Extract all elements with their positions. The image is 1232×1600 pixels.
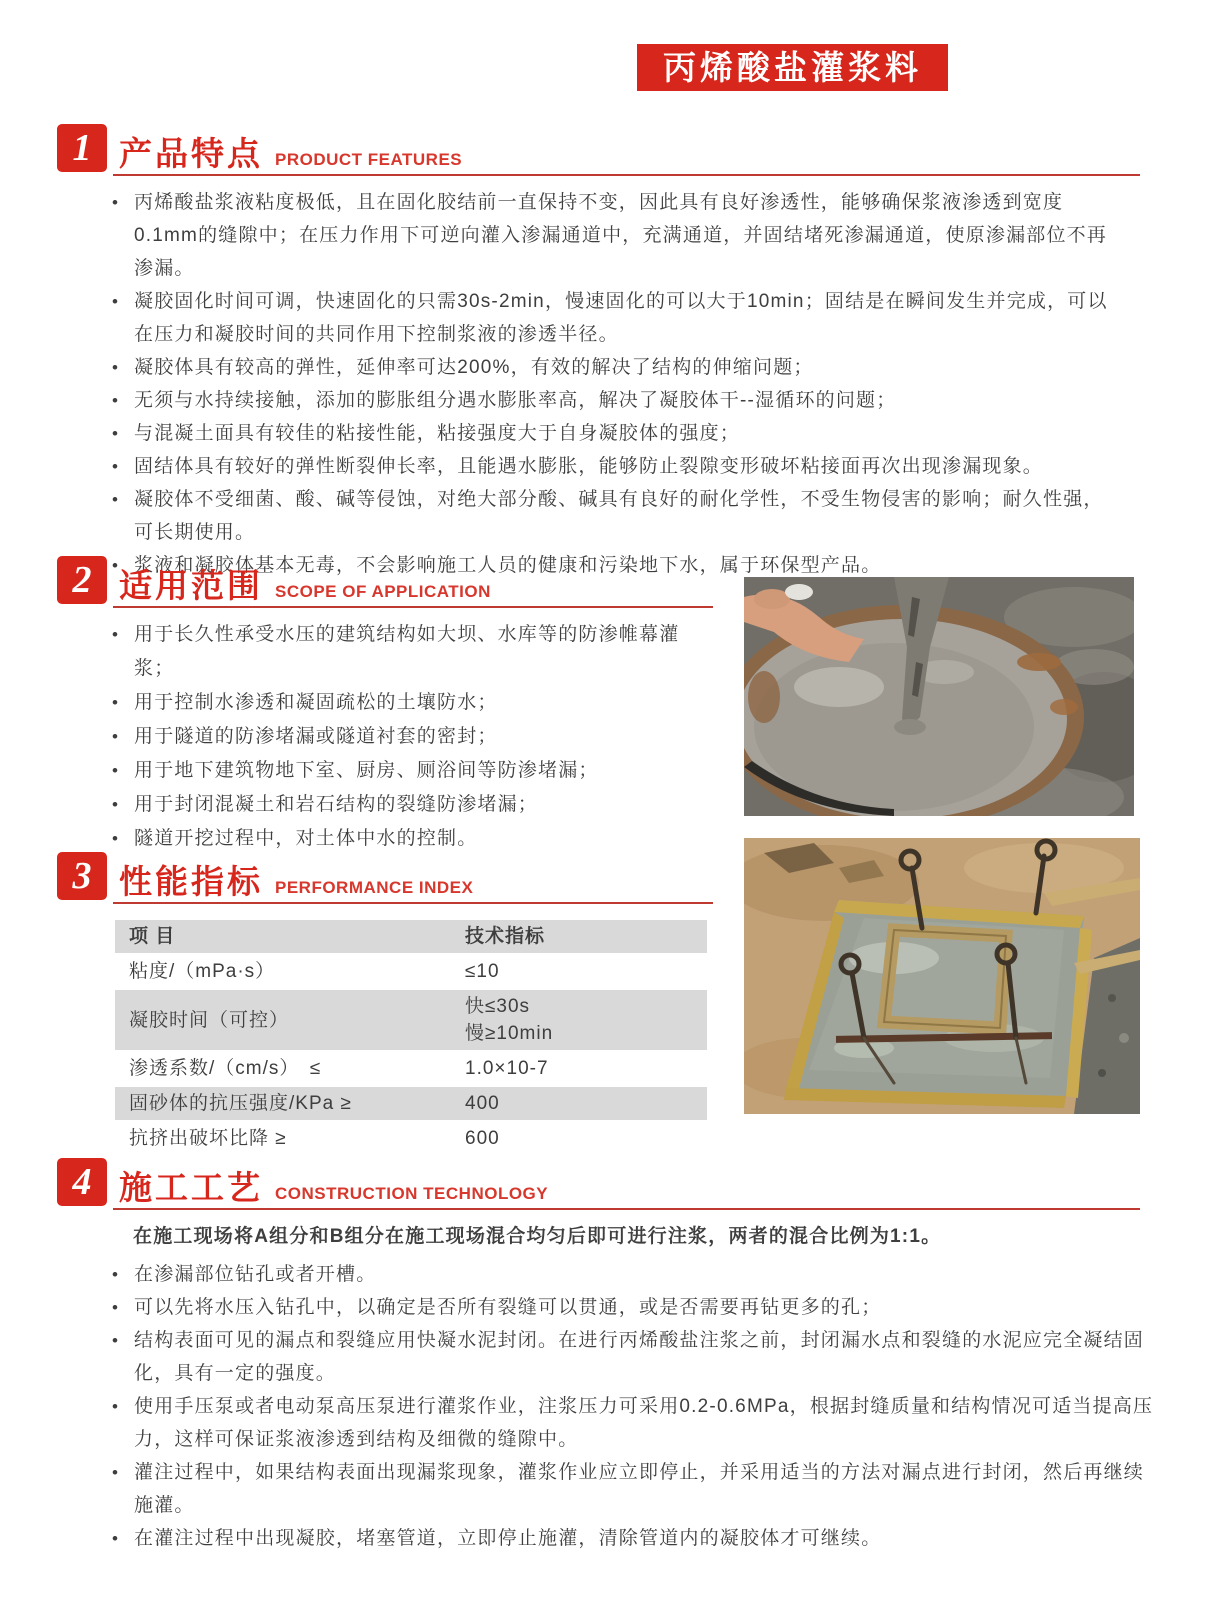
feature-bullet: • 无须与水持续接触，添加的膨胀组分遇水膨胀率高，解决了凝胶体干--湿循环的问题； <box>110 384 1122 417</box>
table-cell-item: 凝胶时间（可控） <box>115 990 455 1052</box>
scope-bullet: • 用于控制水渗透和凝固疏松的土壤防水； <box>110 686 710 720</box>
table-cell-item: 渗透系数/（cm/s） ≤ <box>115 1052 455 1087</box>
table-header-value: 技术指标 <box>455 920 707 955</box>
section-header <box>57 1156 1180 1206</box>
section-rule <box>113 902 713 904</box>
scope-bullet: • 用于地下建筑物地下室、厨房、厕浴间等防渗堵漏； <box>110 754 710 788</box>
feature-bullet: • 丙烯酸盐浆液粘度极低，且在固化胶结前一直保持不变，因此具有良好渗透性，能够确保浆液渗透到宽度0.1mm的缝隙中；在压力作用下可逆向灌入渗漏通道中，充满通道，并固结堵死渗漏通道，使原渗漏部位不再渗漏。 <box>110 186 1122 285</box>
table-cell-value: 600 <box>455 1122 707 1157</box>
table-cell-item: 抗挤出破坏比降 ≥ <box>115 1122 455 1157</box>
formwork-grouting-photo <box>744 838 1140 1114</box>
table-cell-value <box>455 990 707 1052</box>
feature-list <box>110 186 1122 582</box>
section-number-badge: 1 <box>57 124 107 172</box>
feature-bullet: • 凝胶固化时间可调，快速固化的只需30s-2min，慢速固化的可以大于10min；固结是在瞬间发生并完成，可以在压力和凝胶时间的共同作用下控制浆液的渗透半径。 <box>110 285 1122 351</box>
section-title-zh: 产品特点 <box>119 135 263 172</box>
performance-table <box>115 920 707 1157</box>
formwork-grouting-photo-art <box>744 838 1140 1114</box>
construction-step-bullet: • 可以先将水压入钻孔中，以确定是否所有裂缝可以贯通，或是否需要再钻更多的孔； <box>110 1291 1155 1324</box>
table-header-item: 项 目 <box>115 920 455 955</box>
section-title-zh: 性能指标 <box>119 863 263 900</box>
table-cell-value-line2: 慢≥10min <box>465 1023 554 1044</box>
section-rule <box>113 1208 1140 1210</box>
table-row <box>115 1087 707 1122</box>
section-number-badge: 4 <box>57 1158 107 1206</box>
scope-bullet: • 隧道开挖过程中，对土体中水的控制。 <box>110 822 710 856</box>
feature-bullet: • 凝胶体不受细菌、酸、碱等侵蚀，对绝大部分酸、碱具有良好的耐化学性，不受生物侵害的影响；耐久性强，可长期使用。 <box>110 483 1122 549</box>
construction-step-bullet: • 在渗漏部位钻孔或者开槽。 <box>110 1258 1155 1291</box>
construction-step-bullet: • 灌注过程中，如果结构表面出现漏浆现象，灌浆作业应立即停止，并采用适当的方法对漏点进行封闭，然后再继续施灌。 <box>110 1456 1155 1522</box>
scope-bullet: • 用于封闭混凝土和岩石结构的裂缝防渗堵漏； <box>110 788 710 822</box>
mixing-ratio-intro: 在施工现场将A组分和B组分在施工现场混合均匀后即可进行注浆，两者的混合比例为1:1。 <box>133 1226 942 1247</box>
construction-step-list <box>110 1258 1155 1555</box>
construction-step-bullet: • 在灌注过程中出现凝胶，堵塞管道，立即停止施灌，清除管道内的凝胶体才可继续。 <box>110 1522 1155 1555</box>
table-cell-item: 粘度/（mPa·s） <box>115 955 455 990</box>
feature-bullet: • 浆液和凝胶体基本无毒，不会影响施工人员的健康和污染地下水，属于环保型产品。 <box>110 549 1122 582</box>
scope-bullet: • 用于隧道的防渗堵漏或隧道衬套的密封； <box>110 720 710 754</box>
table-cell-value-line1: 快≤30s <box>465 996 531 1017</box>
scope-list <box>110 618 710 856</box>
feature-bullet: • 凝胶体具有较高的弹性，延伸率可达200%，有效的解决了结构的伸缩问题； <box>110 351 1122 384</box>
table-row <box>115 990 707 1052</box>
section-title-zh: 适用范围 <box>119 567 263 604</box>
section-header <box>57 122 1180 172</box>
section-rule <box>113 174 1140 176</box>
section-title-zh: 施工工艺 <box>119 1169 263 1206</box>
scope-bullet: • 用于长久性承受水压的建筑结构如大坝、水库等的防渗帷幕灌浆； <box>110 618 710 686</box>
section-title-en: PRODUCT FEATURES <box>275 150 463 169</box>
table-cell-value: ≤10 <box>455 955 707 990</box>
table-row <box>115 955 707 990</box>
product-title: 丙烯酸盐灌浆料 <box>663 49 922 86</box>
construction-step-bullet: • 结构表面可见的漏点和裂缝应用快凝水泥封闭。在进行丙烯酸盐注浆之前，封闭漏水点和裂缝的水泥应完全凝结固化，具有一定的强度。 <box>110 1324 1155 1390</box>
section-rule <box>113 606 713 608</box>
table-header-row <box>115 920 707 955</box>
table-cell-value: 400 <box>455 1087 707 1122</box>
construction-step-bullet: • 使用手压泵或者电动泵高压泵进行灌浆作业，注浆压力可采用0.2-0.6MPa，根据封缝质量和结构情况可适当提高压力，这样可保证浆液渗透到结构及细微的缝隙中。 <box>110 1390 1155 1456</box>
section-number-badge: 2 <box>57 556 107 604</box>
table-cell-value: 1.0×10-7 <box>455 1052 707 1087</box>
feature-bullet: • 与混凝土面具有较佳的粘接性能，粘接强度大于自身凝胶体的强度； <box>110 417 1122 450</box>
section-product-features <box>57 122 1180 582</box>
section-title-en: CONSTRUCTION TECHNOLOGY <box>275 1184 549 1203</box>
grout-pour-photo-art <box>744 577 1134 816</box>
section-title-en: SCOPE OF APPLICATION <box>275 582 491 601</box>
feature-bullet: • 固结体具有较好的弹性断裂伸长率，且能遇水膨胀，能够防止裂隙变形破坏粘接面再次出现渗漏现象。 <box>110 450 1122 483</box>
section-construction-technology <box>57 1156 1180 1555</box>
product-title-banner <box>637 44 948 91</box>
grout-pour-photo <box>744 577 1134 816</box>
section-number-badge: 3 <box>57 852 107 900</box>
table-row <box>115 1122 707 1157</box>
table-row <box>115 1052 707 1087</box>
section-title-en: PERFORMANCE INDEX <box>275 878 474 897</box>
table-cell-item: 固砂体的抗压强度/KPa ≥ <box>115 1087 455 1122</box>
